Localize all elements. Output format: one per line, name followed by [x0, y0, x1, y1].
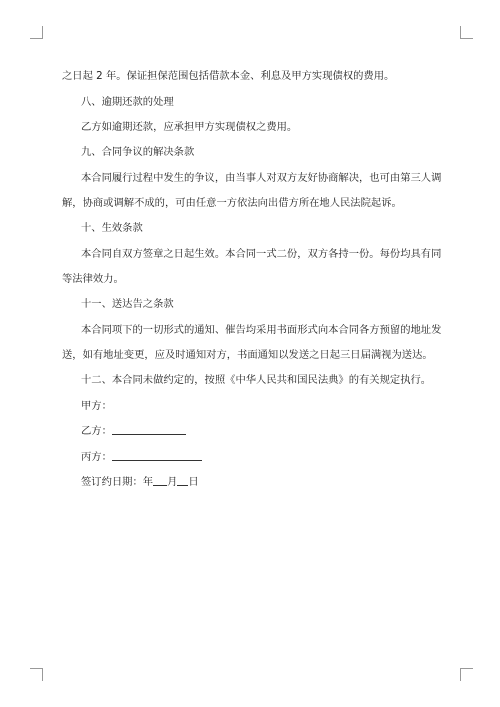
paragraph-guarantee-term: 之日起 2 年。保证担保范围包括借款本金、利息及甲方实现债权的费用。 [62, 70, 395, 82]
paragraph-dispute-line-2: 解，协商或调解不成的，可由任意一方依法向出借方所在地人民法院起诉。 [62, 197, 402, 209]
corner-mark-top-right [460, 26, 473, 39]
signature-party-b [81, 424, 186, 438]
signature-party-a [81, 399, 112, 413]
paragraph-notice-line-1: 本合同项下的一切形式的通知、催告均采用书面形式向本合同各方预留的地址发 [81, 324, 442, 336]
party-c-label: 丙方： [81, 451, 112, 463]
party-b-signature-blank [112, 424, 186, 435]
corner-mark-bottom-left [30, 668, 43, 681]
corner-mark-top-left [30, 26, 43, 39]
day-blank [177, 475, 188, 486]
heading-dispute-resolution: 九、合同争议的解决条款 [81, 146, 195, 158]
date-prefix: 签订约日期：年 [81, 476, 154, 488]
paragraph-notice-line-2: 送，如有地址变更，应及时通知对方，书面通知以发送之日起三日届满视为送达。 [62, 349, 433, 361]
paragraph-dispute-line-1: 本合同履行过程中发生的争议，由当事人对双方友好协商解决，也可由第三人调 [81, 172, 442, 184]
party-c-signature-blank [112, 450, 202, 461]
date-month-label: 月 [167, 476, 178, 488]
party-b-label: 乙方： [81, 425, 112, 437]
party-a-label: 甲方： [81, 400, 112, 412]
heading-effectiveness: 十、生效条款 [81, 222, 143, 234]
corner-mark-bottom-right [460, 668, 473, 681]
paragraph-effectiveness-line-2: 等法律效力。 [62, 273, 124, 285]
heading-notice-delivery: 十一、送达告之条款 [81, 298, 174, 310]
paragraph-effectiveness-line-1: 本合同自双方签章之日起生效。本合同一式二份，双方各持一份。每份均具有同 [81, 248, 442, 260]
paragraph-applicable-law: 十二、本合同未做约定的，按照《中华人民共和国民法典》的有关规定执行。 [81, 374, 432, 386]
month-blank [153, 475, 167, 486]
date-day-label: 日 [188, 476, 199, 488]
heading-overdue-repayment: 八、逾期还款的处理 [81, 96, 174, 108]
signing-date [81, 475, 199, 489]
signature-party-c [81, 450, 202, 464]
paragraph-overdue-repayment: 乙方如逾期还款，应承担甲方实现债权之费用。 [81, 121, 298, 133]
